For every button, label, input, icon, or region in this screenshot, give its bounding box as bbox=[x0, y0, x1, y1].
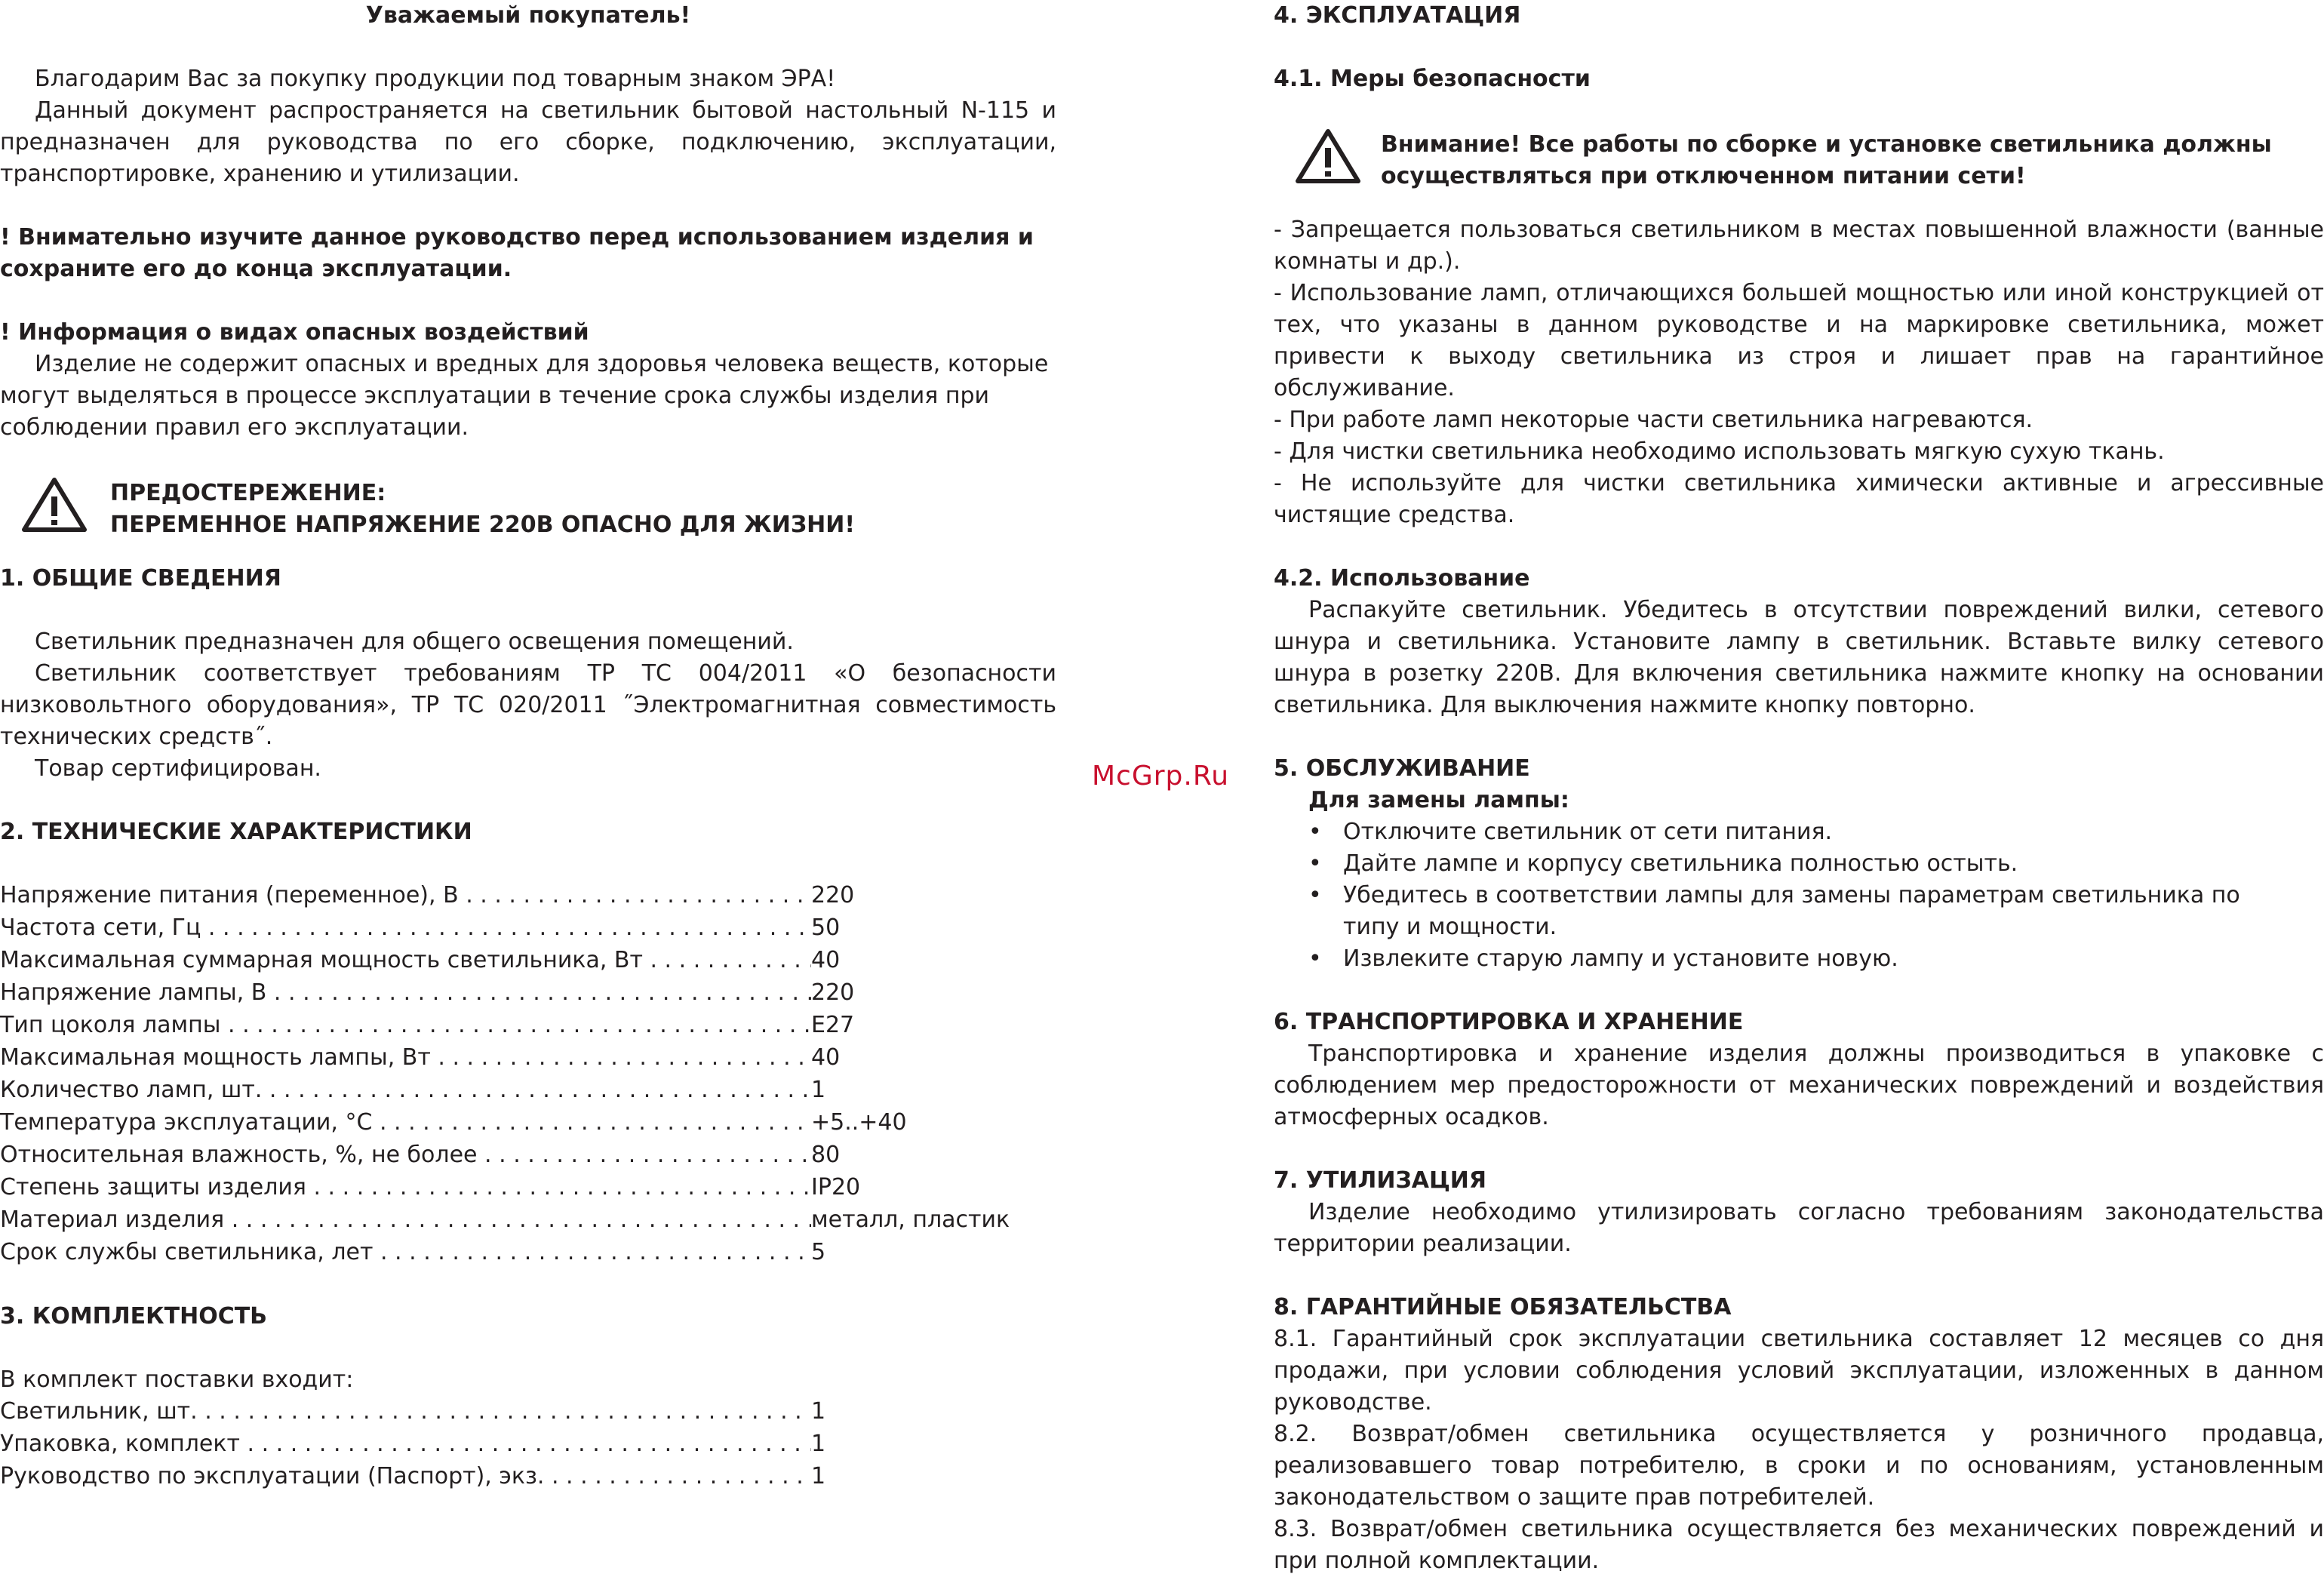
section-1-paragraph-1: Светильник предназначен для общего освещения помещений. bbox=[35, 629, 794, 655]
spec-label: Максимальная мощность лампы, Вт . . . bbox=[0, 1042, 811, 1074]
greeting: Уважаемый покупатель! bbox=[365, 2, 691, 29]
spec-value: 1 bbox=[811, 1077, 826, 1103]
maintenance-list bbox=[1274, 816, 2324, 975]
specs-list bbox=[0, 880, 1056, 1269]
intro-paragraph-2: Данный документ распространяется на светильник бытовой настольный N-115 и предназначен для руководства по его сборке, подключению, эксплуатации, транспортировке, хранению и утилизации. bbox=[0, 97, 1056, 187]
spec-row bbox=[0, 1461, 1056, 1493]
list-item: • Убедитесь в соответствии лампы для замены параметрам светильника по типу и мощности. bbox=[1274, 880, 2256, 943]
spec-label: Максимальная суммарная мощность светильника, Вт . . . bbox=[0, 945, 811, 977]
spec-label: Напряжение питания (переменное), В . . . bbox=[0, 880, 811, 912]
spec-label: Относительная влажность, %, не более . . . bbox=[0, 1139, 811, 1172]
spec-label: Материал изделия . . . bbox=[0, 1204, 811, 1237]
spec-row bbox=[0, 1010, 1056, 1042]
spec-row bbox=[0, 945, 1056, 977]
spec-label: Упаковка, комплект . . . bbox=[0, 1428, 811, 1461]
intro-paragraph-1: Благодарим Вас за покупку продукции под товарным знаком ЭРА! bbox=[35, 66, 836, 92]
kit-list bbox=[0, 1396, 1056, 1493]
spec-row bbox=[0, 1107, 1056, 1139]
spec-value: 1 bbox=[811, 1431, 826, 1457]
spec-value: 40 bbox=[811, 947, 841, 973]
watermark: McGrp.Ru bbox=[1092, 761, 1230, 792]
warning-triangle-icon bbox=[21, 475, 88, 543]
spec-value: 40 bbox=[811, 1044, 841, 1071]
spec-row bbox=[0, 1074, 1056, 1107]
list-item: • Дайте лампе и корпусу светильника полностью остыть. bbox=[1274, 848, 2324, 880]
safety-item: - Не используйте для чистки светильника химически активные и агрессивные чистящие средства. bbox=[1274, 470, 2324, 528]
section-4-2-title: 4.2. Использование bbox=[1274, 565, 1530, 592]
notice: ! Внимательно изучите данное руководство перед использованием изделия и сохраните его до конца эксплуатации. bbox=[0, 224, 1034, 282]
spec-value: 1 bbox=[811, 1463, 826, 1489]
section-4-1-title: 4.1. Меры безопасности bbox=[1274, 66, 1591, 92]
warning-line-1: ПРЕДОСТЕРЕЖЕНИЕ: bbox=[110, 480, 386, 506]
left-column bbox=[0, 0, 1056, 1493]
voltage-warning bbox=[21, 475, 1056, 543]
spec-row bbox=[0, 1237, 1056, 1269]
attention-text: Внимание! Все работы по сборке и установке светильника должны осуществляться при отключенном питании сети! bbox=[1381, 131, 2272, 189]
section-4-2-text: Распакуйте светильник. Убедитесь в отсутствии повреждений вилки, сетевого шнура и светильника. Установите лампу в светильник. Вставьте вилку сетевого шнура в розетку 220В. Для включения светильника нажмите кнопку на основании светильника. Для выключения нажмите кнопку повторно. bbox=[1274, 597, 2324, 718]
section-5-subtitle: Для замены лампы: bbox=[1308, 787, 1569, 813]
hazard-title: ! Информация о видах опасных воздействий bbox=[0, 319, 589, 346]
spec-value: +5..+40 bbox=[811, 1109, 907, 1136]
spec-row bbox=[0, 977, 1056, 1010]
spec-value: 80 bbox=[811, 1142, 841, 1168]
safety-item: - Запрещается пользоваться светильником в местах повышенной влажности (ванные комнаты и др.). bbox=[1274, 217, 2324, 275]
spec-value: 1 bbox=[811, 1398, 826, 1425]
safety-item: - Для чистки светильника необходимо использовать мягкую сухую ткань. bbox=[1274, 438, 2165, 465]
section-3-title: 3. КОМПЛЕКТНОСТЬ bbox=[0, 1303, 268, 1330]
spec-row bbox=[0, 1172, 1056, 1204]
section-6-text: Транспортировка и хранение изделия должны производиться в упаковке с соблюдением мер предосторожности от механических повреждений и воздействия атмосферных осадков. bbox=[1274, 1041, 2324, 1130]
spec-row bbox=[0, 880, 1056, 912]
section-1-title: 1. ОБЩИЕ СВЕДЕНИЯ bbox=[0, 565, 281, 592]
spec-row bbox=[0, 912, 1056, 945]
spec-label: Срок службы светильника, лет . . . bbox=[0, 1237, 811, 1269]
section-1-paragraph-3: Товар сертифицирован. bbox=[35, 755, 321, 782]
warranty-item: 8.2. Возврат/обмен светильника осуществляется у розничного продавца, реализовавшего товар потребителю, в сроки и по основаниям, установленным законодательством о защите прав потребителей. bbox=[1274, 1421, 2324, 1511]
warning-triangle-icon bbox=[1295, 127, 1361, 195]
warning-line-2: ПЕРЕМЕННОЕ НАПРЯЖЕНИЕ 220В ОПАСНО ДЛЯ ЖИЗНИ! bbox=[110, 512, 856, 538]
spec-value: IP20 bbox=[811, 1174, 861, 1200]
section-8-title: 8. ГАРАНТИЙНЫЕ ОБЯЗАТЕЛЬСТВА bbox=[1274, 1294, 1732, 1320]
spec-value: 5 bbox=[811, 1239, 826, 1265]
section-7-title: 7. УТИЛИЗАЦИЯ bbox=[1274, 1167, 1487, 1194]
list-item: • Извлеките старую лампу и установите новую. bbox=[1274, 943, 2324, 975]
list-item: • Отключите светильник от сети питания. bbox=[1274, 816, 2324, 848]
hazard-text: Изделие не содержит опасных и вредных для здоровья человека веществ, которые могут выделяться в процессе эксплуатации в течение срока службы изделия при соблюдении правил его эксплуатации. bbox=[0, 351, 1049, 441]
section-1-paragraph-2: Светильник соответствует требованиям ТР ТС 004/2011 «О безопасности низковольтного оборудования», ТР ТС 020/2011 ˝Электромагнитная совместимость технических средств˝. bbox=[0, 660, 1056, 750]
warranty-item: 8.1. Гарантийный срок эксплуатации светильника составляет 12 месяцев со дня продажи, при условии соблюдения условий эксплуатации, изложенных в данном руководстве. bbox=[1274, 1326, 2324, 1416]
spec-label: Руководство по эксплуатации (Паспорт), экз. . . . bbox=[0, 1461, 811, 1493]
spec-label: Температура эксплуатации, °С . . . bbox=[0, 1107, 811, 1139]
spec-row bbox=[0, 1396, 1056, 1428]
section-4-title: 4. ЭКСПЛУАТАЦИЯ bbox=[1274, 2, 1521, 29]
spec-value: 220 bbox=[811, 979, 855, 1006]
spec-label: Степень защиты изделия . . . bbox=[0, 1172, 811, 1204]
spec-row bbox=[0, 1042, 1056, 1074]
spec-label: Светильник, шт. . . . bbox=[0, 1396, 811, 1428]
spec-row bbox=[0, 1139, 1056, 1172]
spec-label: Тип цоколя лампы . . . bbox=[0, 1010, 811, 1042]
spec-row bbox=[0, 1204, 1056, 1237]
attention-warning bbox=[1295, 127, 2324, 195]
spec-value: 220 bbox=[811, 882, 855, 908]
spec-label: Частота сети, Гц . . . bbox=[0, 912, 811, 945]
section-2-title: 2. ТЕХНИЧЕСКИЕ ХАРАКТЕРИСТИКИ bbox=[0, 819, 472, 845]
section-7-text: Изделие необходимо утилизировать согласно требованиям законодательства территории реализации. bbox=[1274, 1199, 2324, 1257]
spec-row bbox=[0, 1428, 1056, 1461]
right-column bbox=[1274, 0, 2324, 1577]
spec-value: 50 bbox=[811, 915, 841, 941]
spec-label: Напряжение лампы, В . . . bbox=[0, 977, 811, 1010]
section-5-title: 5. ОБСЛУЖИВАНИЕ bbox=[1274, 755, 1530, 782]
warranty-item: 8.3. Возврат/обмен светильника осуществляется без механических повреждений и при полной комплектации. bbox=[1274, 1516, 2324, 1574]
spec-value: E27 bbox=[811, 1012, 855, 1038]
safety-item: - Использование ламп, отличающихся большей мощностью или иной конструкцией от тех, что указаны в данном руководстве и на маркировке светильника, может привести к выходу светильника из строя и лишает прав на гарантийное обслуживание. bbox=[1274, 280, 2324, 401]
section-6-title: 6. ТРАНСПОРТИРОВКА И ХРАНЕНИЕ bbox=[1274, 1009, 1744, 1035]
kit-intro: В комплект поставки входит: bbox=[0, 1366, 354, 1393]
spec-label: Количество ламп, шт. . . . bbox=[0, 1074, 811, 1107]
spec-value: металл, пластик bbox=[811, 1207, 1010, 1233]
safety-item: - При работе ламп некоторые части светильника нагреваются. bbox=[1274, 407, 2034, 433]
